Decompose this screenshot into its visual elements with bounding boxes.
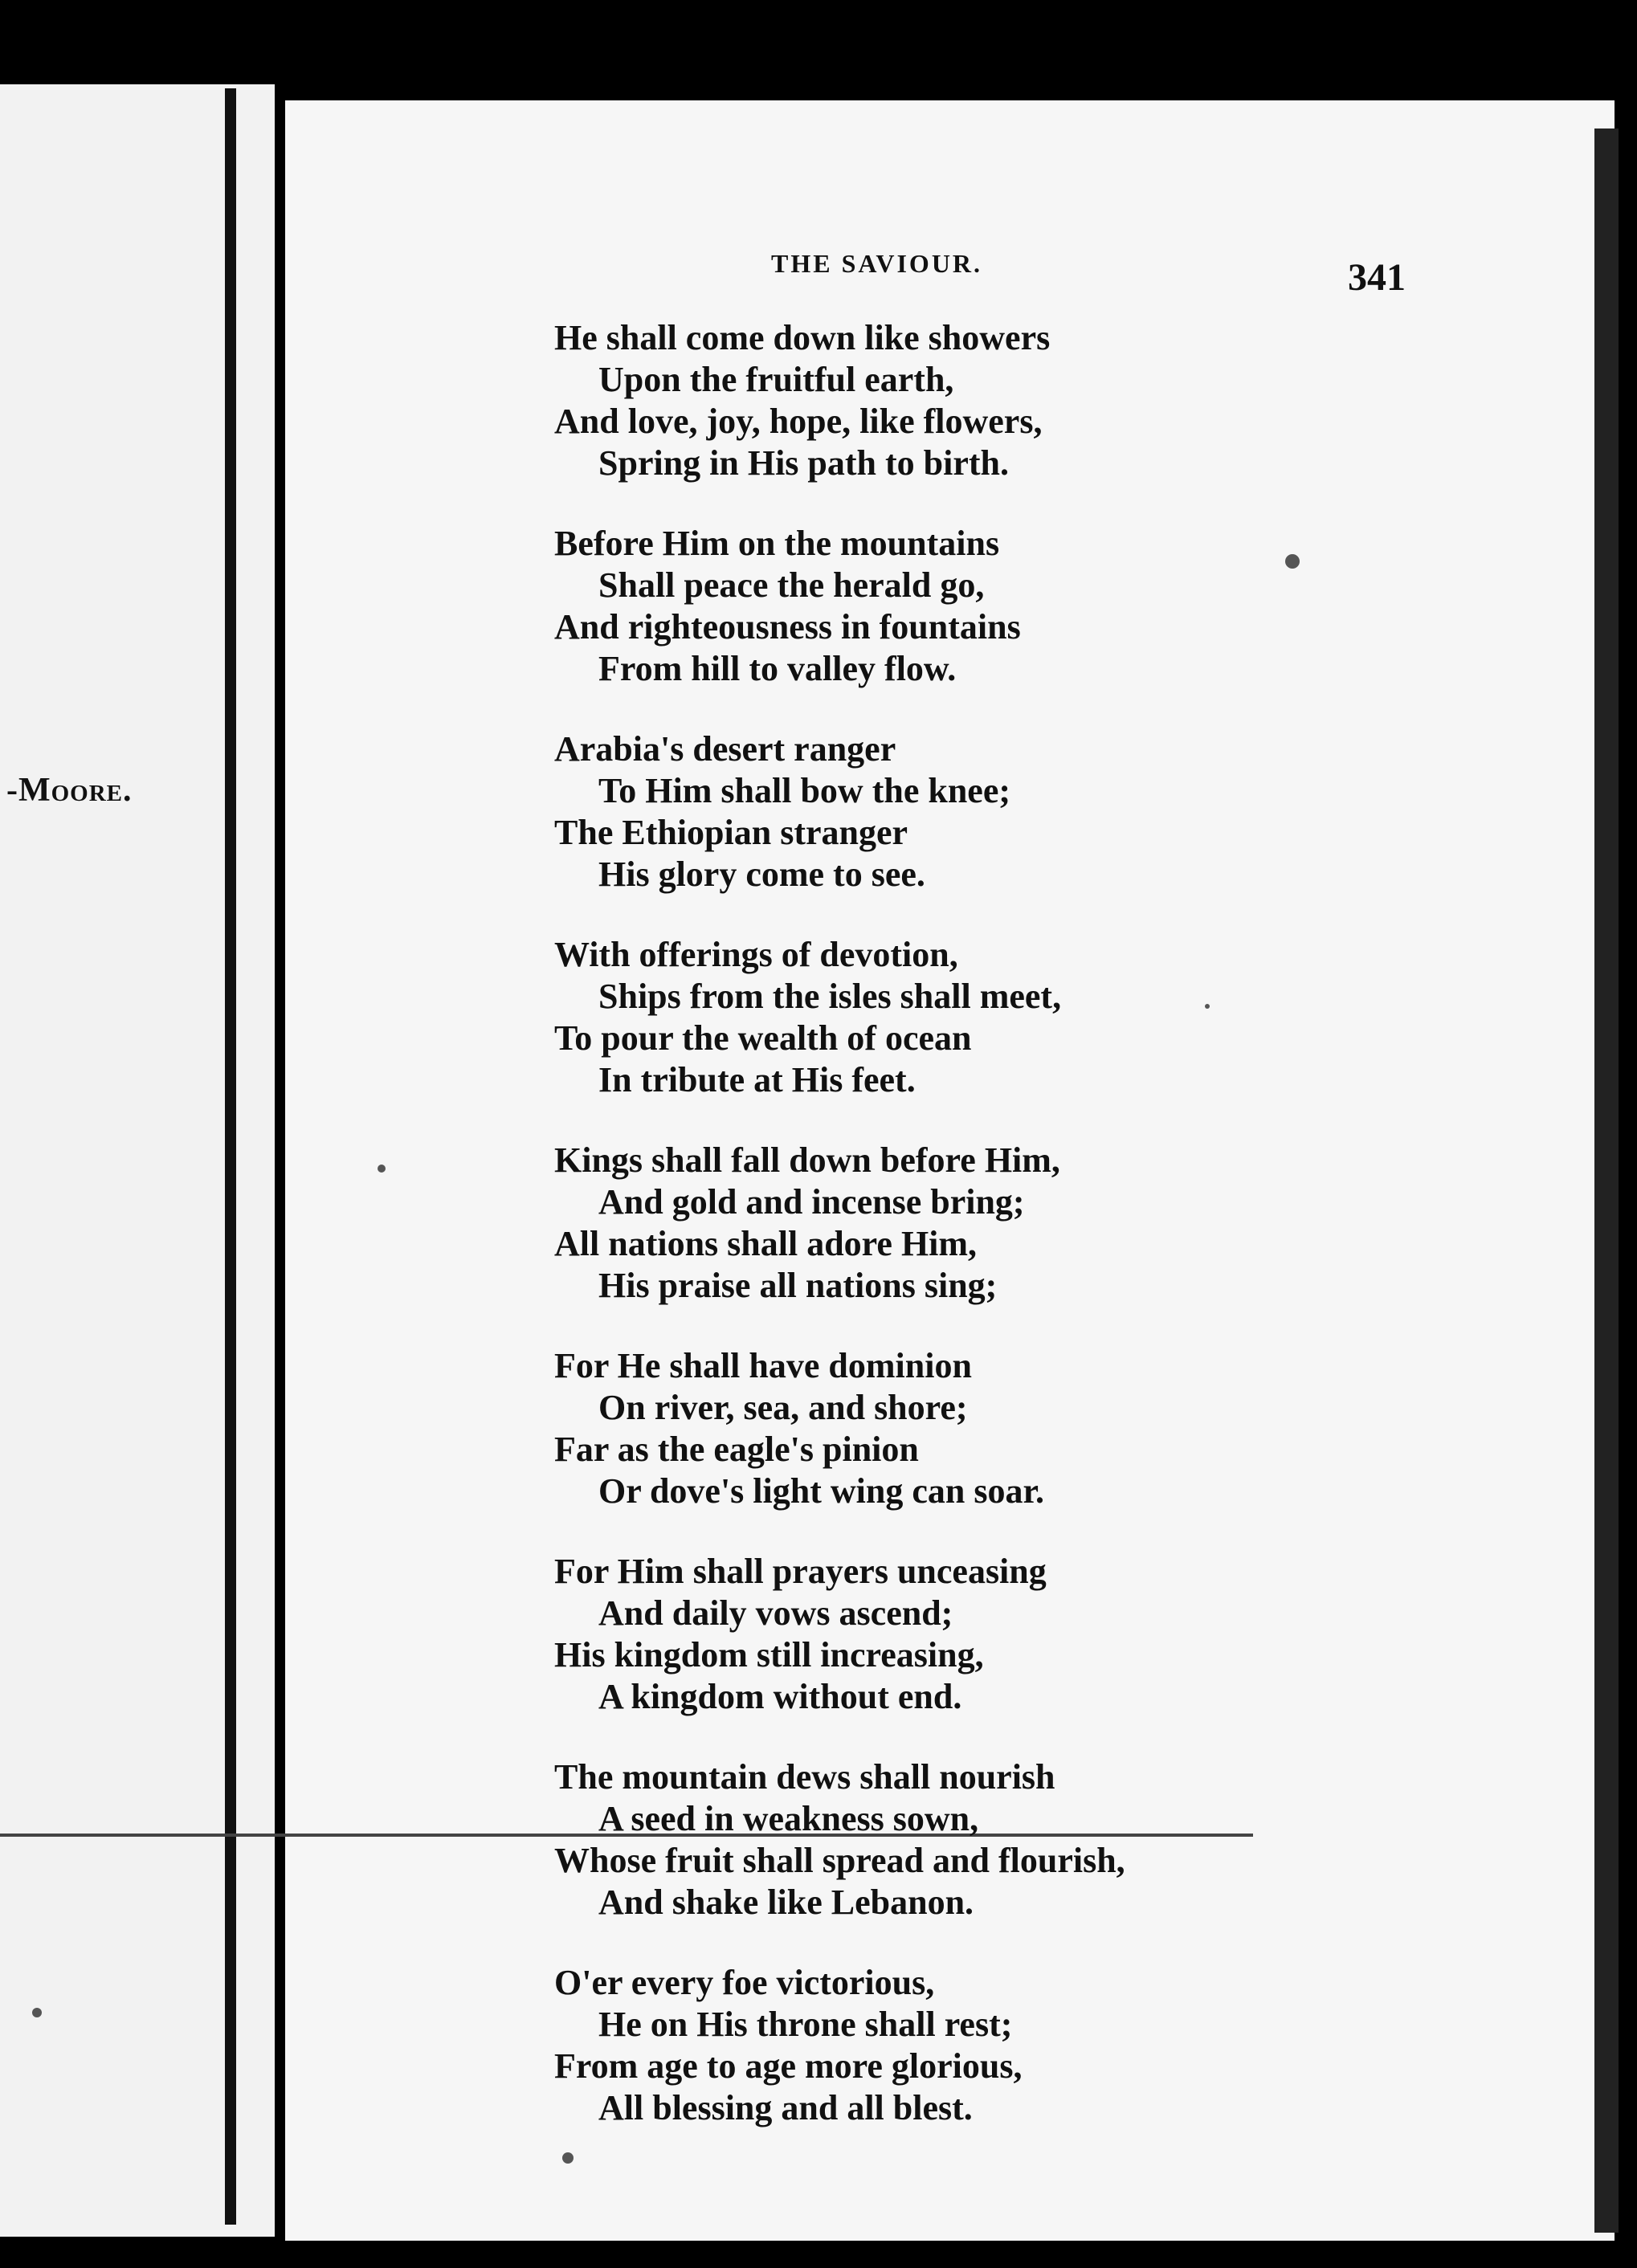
stanza	[554, 1962, 1478, 2129]
stanza	[554, 934, 1478, 1101]
poem-line: He on His throne shall rest;	[598, 2005, 1013, 2044]
poem-line: Upon the fruitful earth,	[598, 360, 954, 399]
scan-speck	[1285, 554, 1300, 569]
poem-line: Arabia's desert ranger	[554, 729, 896, 769]
stanza	[554, 523, 1478, 690]
poem-line: He shall come down like showers	[554, 318, 1051, 357]
stanza	[554, 317, 1478, 484]
poem-line: On river, sea, and shore;	[598, 1388, 968, 1427]
poem-line: His praise all nations sing;	[598, 1266, 998, 1305]
poem-line: O'er every foe victorious,	[554, 1963, 935, 2002]
poem-line: All blessing and all blest.	[598, 2088, 973, 2127]
poem-line: And righteousness in fountains	[554, 607, 1021, 647]
poem-line: To Him shall bow the knee;	[598, 771, 1011, 810]
poem-line: Kings shall fall down before Him,	[554, 1140, 1060, 1180]
poem-line: And love, joy, hope, like flowers,	[554, 402, 1043, 441]
poem-line: And daily vows ascend;	[598, 1593, 953, 1633]
scan-speck	[32, 2008, 42, 2017]
poem-line: And gold and incense bring;	[598, 1182, 1025, 1222]
poem	[554, 317, 1478, 2168]
page-gutter	[225, 88, 236, 2225]
poem-line: For Him shall prayers unceasing	[554, 1552, 1047, 1591]
poem-line: From age to age more glorious,	[554, 2046, 1023, 2086]
scan-speck	[1205, 1004, 1210, 1009]
poem-line: For He shall have dominion	[554, 1346, 972, 1385]
poem-line: Before Him on the mountains	[554, 524, 1000, 563]
stanza	[554, 728, 1478, 895]
running-head: THE SAVIOUR.	[771, 249, 983, 278]
poem-line: A kingdom without end.	[598, 1677, 962, 1716]
poem-line: Or dove's light wing can soar.	[598, 1471, 1044, 1511]
poem-line: All nations shall adore Him,	[554, 1224, 978, 1263]
stanza	[554, 1551, 1478, 1718]
left-page-attribution: -Moore.	[6, 772, 133, 809]
poem-line: Far as the eagle's pinion	[554, 1430, 919, 1469]
poem-line: A seed in weakness sown,	[598, 1799, 979, 1838]
scan-speck	[378, 1165, 386, 1173]
poem-line: From hill to valley flow.	[598, 649, 957, 688]
poem-line: In tribute at His feet.	[598, 1060, 916, 1099]
poem-line: Ships from the isles shall meet,	[598, 977, 1062, 1016]
poem-line: With offerings of devotion,	[554, 935, 958, 974]
scan-speck	[562, 2152, 574, 2164]
poem-line: The mountain dews shall nourish	[554, 1757, 1055, 1797]
stanza	[554, 1140, 1478, 1307]
page-edge-shadow	[1594, 128, 1619, 2233]
stanza	[554, 1756, 1478, 1923]
poem-line: Shall peace the herald go,	[598, 565, 985, 605]
poem-line: To pour the wealth of ocean	[554, 1018, 972, 1058]
poem-line: And shake like Lebanon.	[598, 1883, 974, 1922]
poem-line: His kingdom still increasing,	[554, 1635, 984, 1674]
poem-line: Whose fruit shall spread and flourish,	[554, 1841, 1125, 1880]
stanza	[554, 1345, 1478, 1512]
poem-line: Spring in His path to birth.	[598, 443, 1010, 483]
poem-line: The Ethiopian stranger	[554, 813, 908, 852]
page-number: 341	[1348, 256, 1406, 299]
poem-line: His glory come to see.	[598, 855, 925, 894]
